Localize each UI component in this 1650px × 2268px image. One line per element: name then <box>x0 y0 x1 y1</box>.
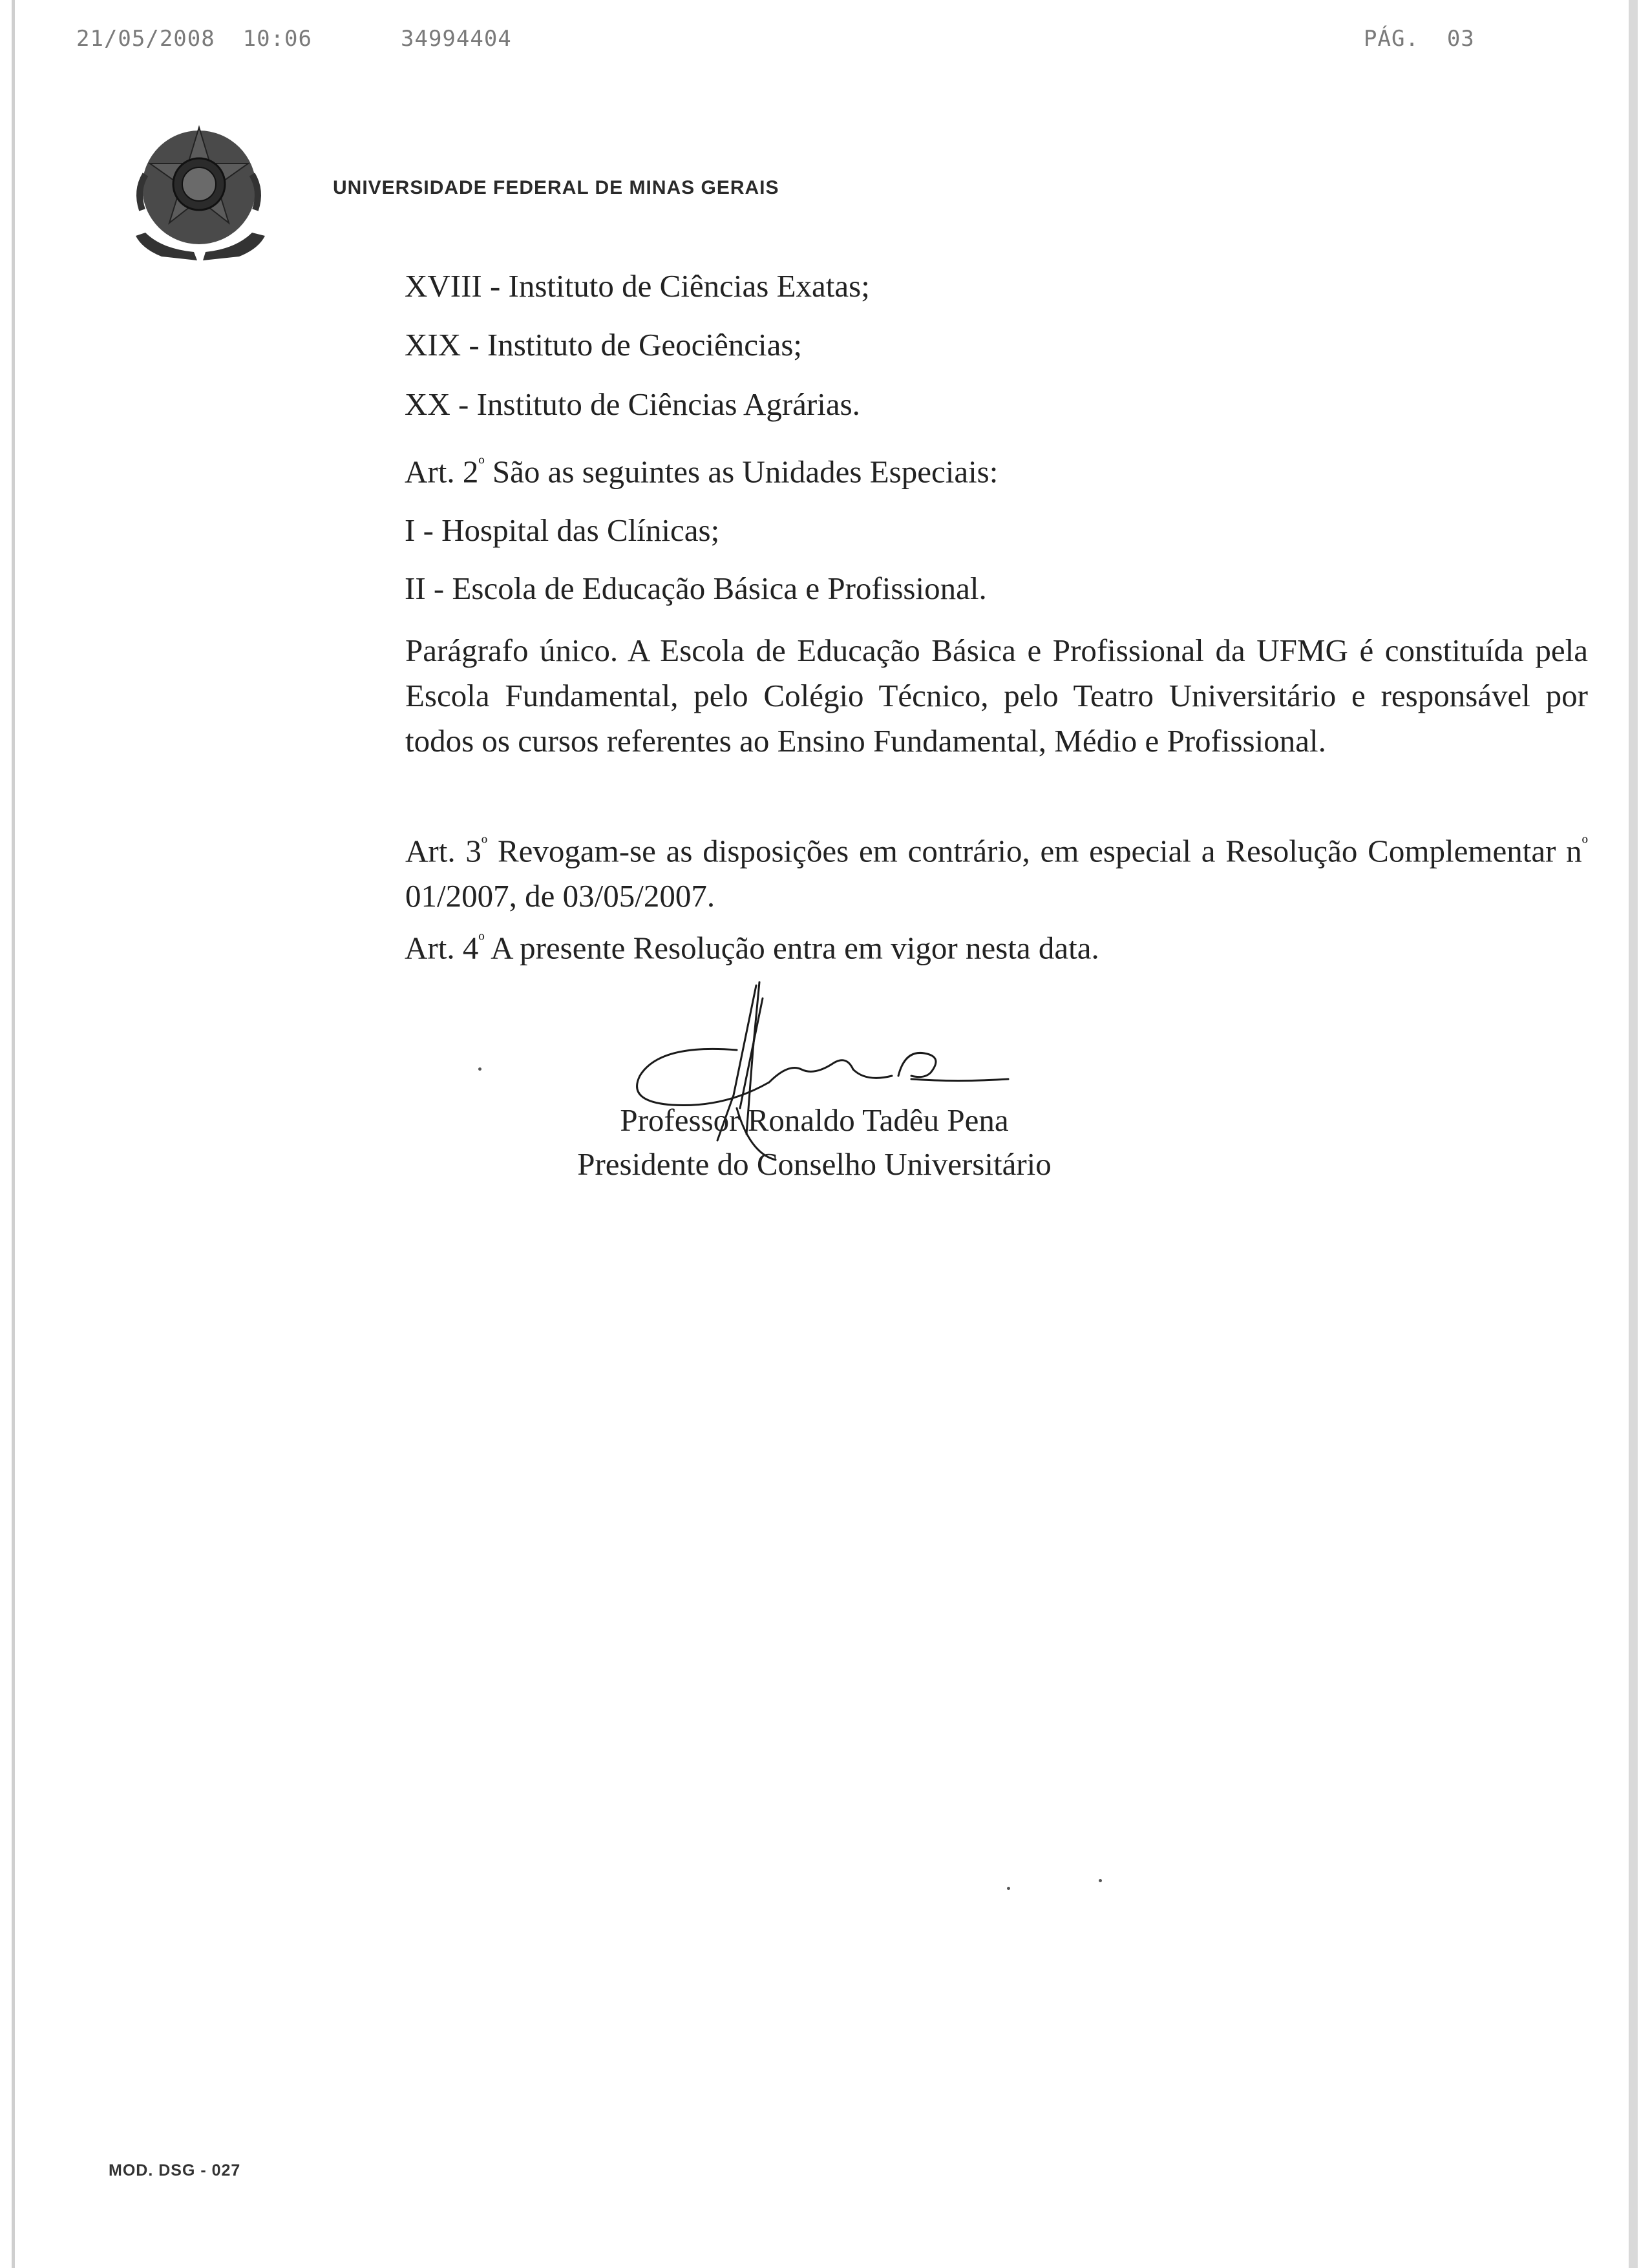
special-unit-item: II - Escola de Educação Básica e Profissional. <box>405 571 987 606</box>
scan-speck <box>1007 1887 1010 1890</box>
article-4-text: A presente Resolução entra em vigor nesta data. <box>484 930 1099 966</box>
article-2-ordinal: º <box>478 454 485 476</box>
article-3-ordinal: º <box>481 834 488 855</box>
scan-left-edge <box>12 0 15 2268</box>
article-4-ordinal: º <box>478 930 485 952</box>
coat-of-arms-seal <box>123 113 291 275</box>
fax-date-time: 21/05/2008 10:06 <box>76 26 312 52</box>
article-4 <box>405 930 1099 966</box>
list-item: XVIII - Instituto de Ciências Exatas; <box>405 268 870 304</box>
special-unit-item: I - Hospital das Clínicas; <box>405 512 720 548</box>
list-item: XX - Instituto de Ciências Agrárias. <box>405 386 860 422</box>
article-2-prefix: Art. 2 <box>405 454 479 490</box>
scan-right-edge <box>1629 0 1638 2268</box>
scan-speck <box>1099 1879 1102 1882</box>
paragraph-unico: Parágrafo único. A Escola de Educação Básica e Profissional da UFMG é constituída pela Escola Fundamental, pelo Colégio Técnico, pelo Teatro Universitário e responsável por todos os cursos referentes ao Ensino Fundamental, Médio e Profissional. <box>405 633 1588 759</box>
form-code: MOD. DSG - 027 <box>109 2161 241 2179</box>
article-3-number-ordinal: º <box>1581 834 1588 855</box>
list-item: XIX - Instituto de Geociências; <box>405 327 803 362</box>
article-3-text-before: Revogam-se as disposições em contrário, em especial a Resolução Complementar n <box>487 833 1582 869</box>
scan-speck <box>478 1067 481 1071</box>
signatory-role: Presidente do Conselho Universitário <box>577 1146 1052 1182</box>
article-2-text: São as seguintes as Unidades Especiais: <box>484 454 999 490</box>
fax-number: 34994404 <box>401 26 512 52</box>
signatory-name: Professor Ronaldo Tadêu Pena <box>620 1102 1009 1138</box>
article-3 <box>227 822 1588 919</box>
article-3-prefix: Art. 3 <box>405 833 481 869</box>
article-2 <box>405 454 999 490</box>
institution-name: UNIVERSIDADE FEDERAL DE MINAS GERAIS <box>333 177 779 198</box>
article-3-text-after: 01/2007, de 03/05/2007. <box>405 878 715 914</box>
fax-page-label: PÁG. 03 <box>1364 26 1475 52</box>
article-4-prefix: Art. 4 <box>405 930 479 966</box>
